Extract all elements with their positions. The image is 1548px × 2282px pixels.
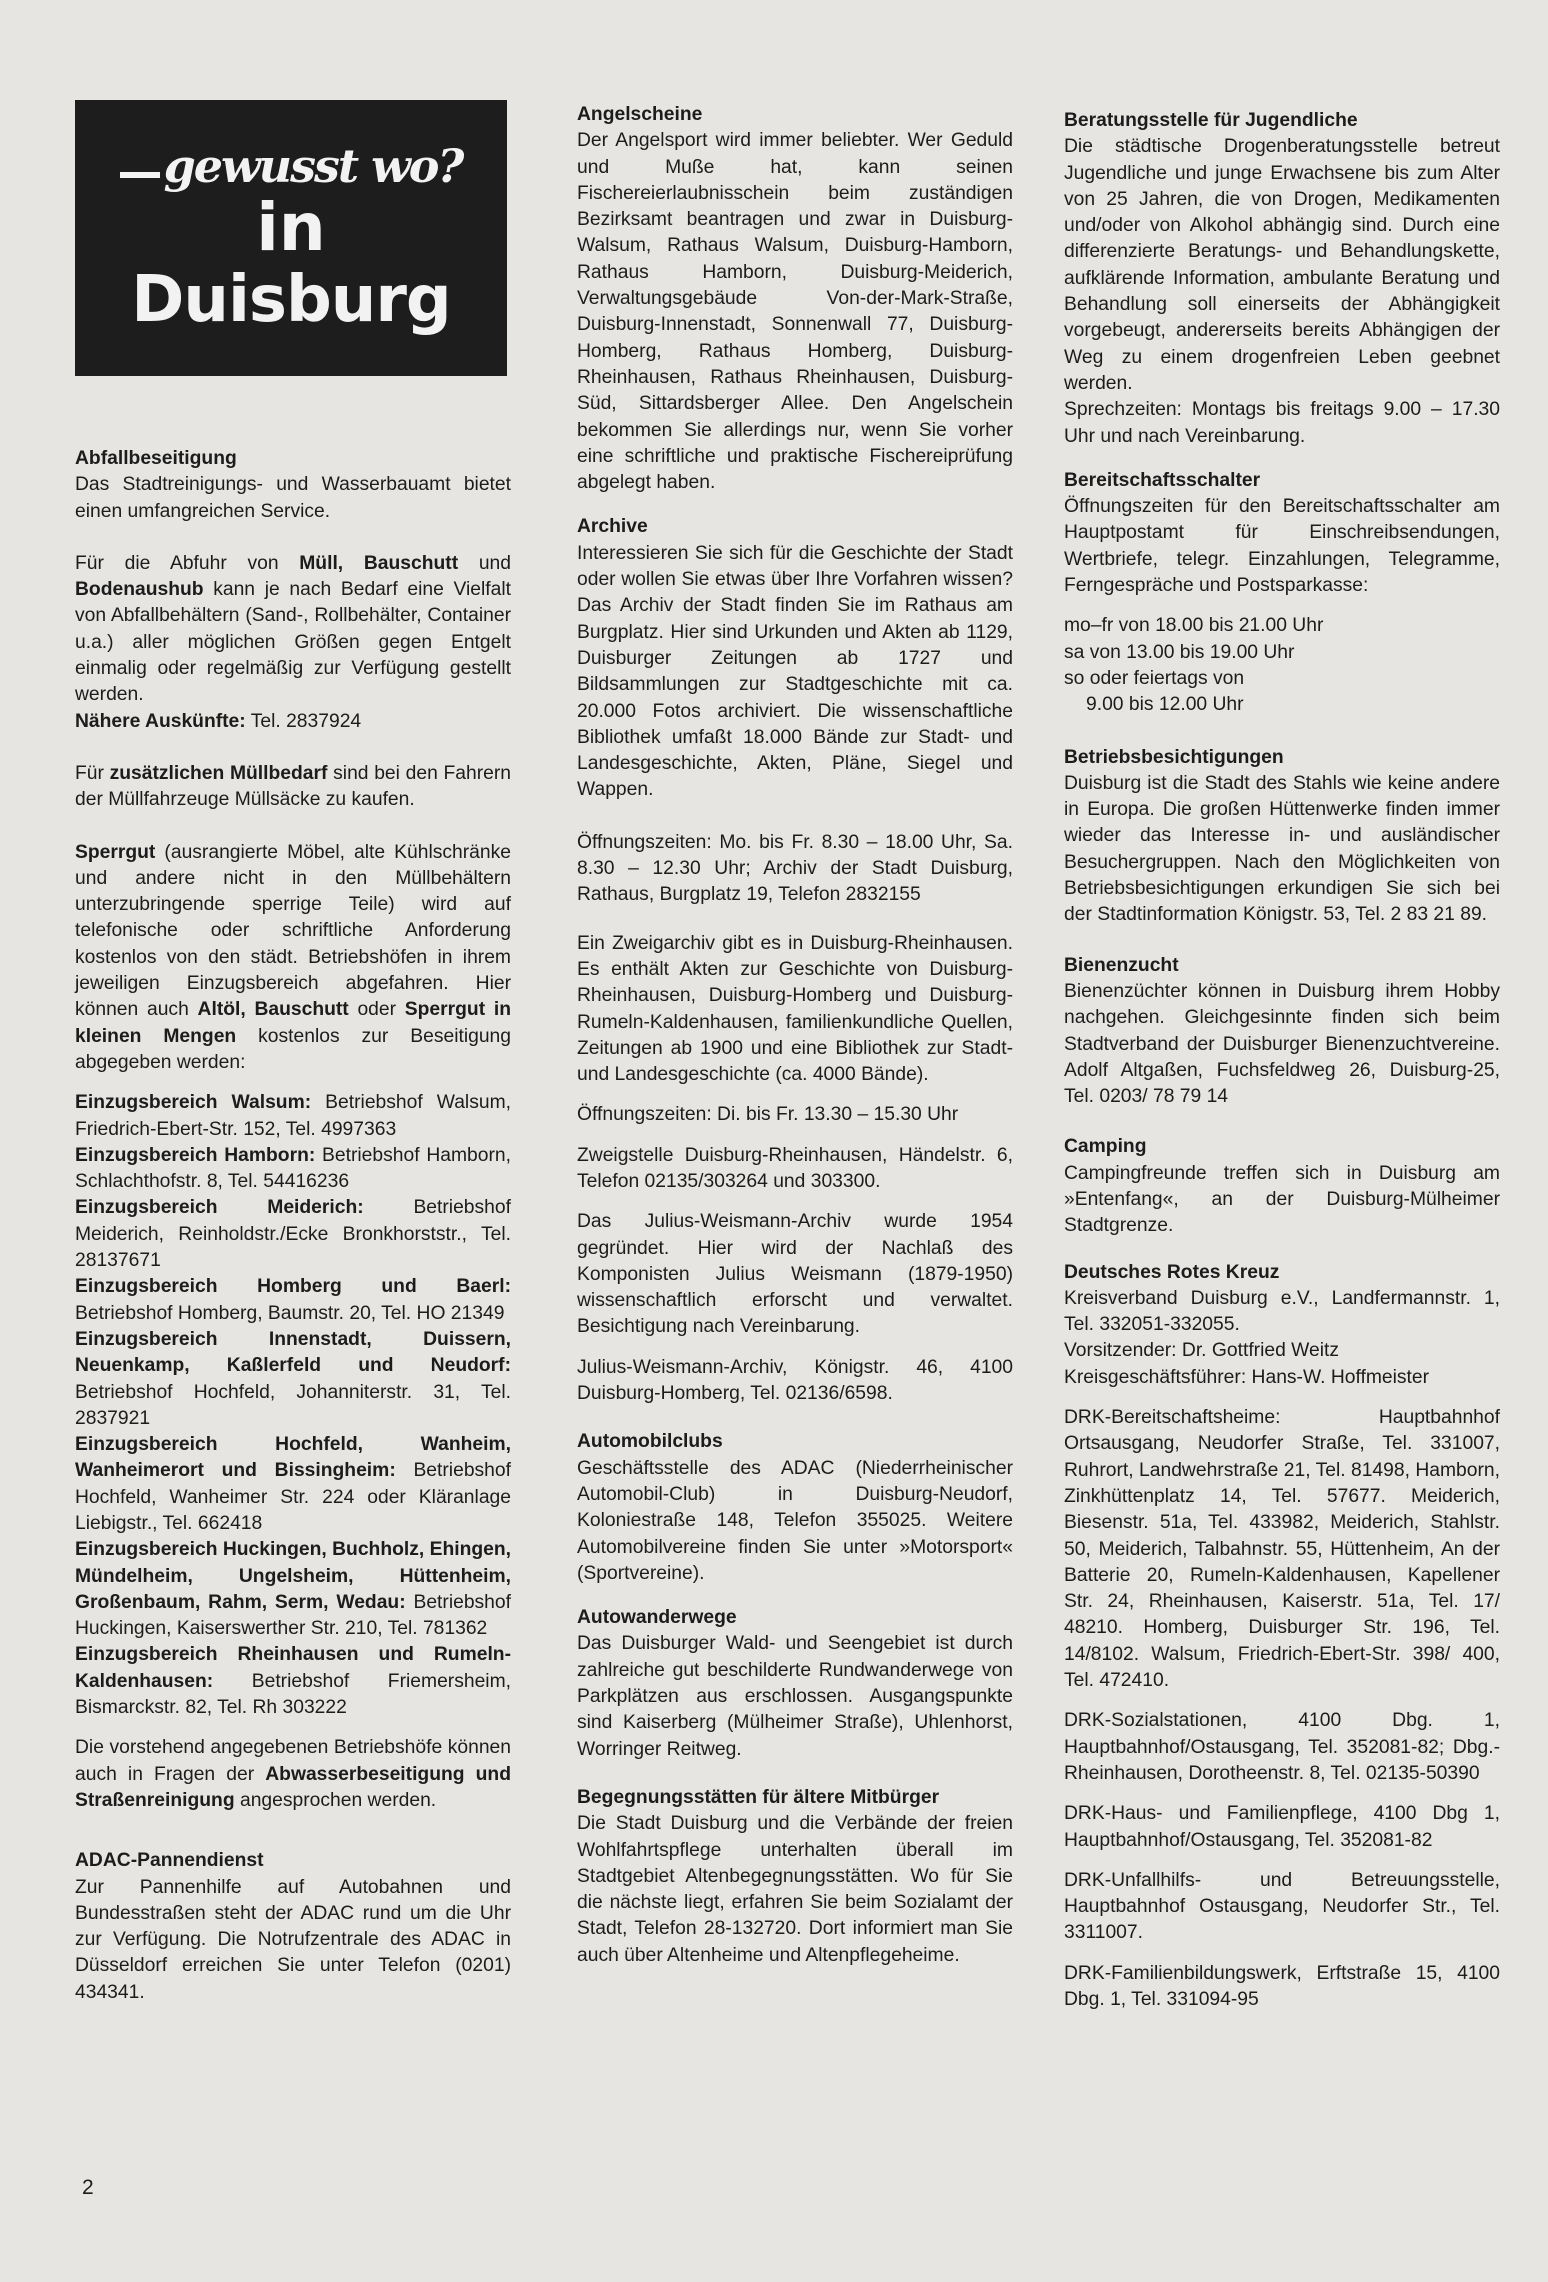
bold-text: zusätzlichen Müllbedarf [109,762,328,784]
abfall-intro: Das Stadtreinigungs- und Wasserbauamt bietet einen umfangreichen Service. [75,474,511,522]
hours-line: sa von 13.00 bis 19.00 Uhr [1064,641,1295,663]
section-beratungsstelle [1064,108,1500,450]
drk-line: Vorsitzender: Dr. Gottfried Weitz [1064,1340,1340,1362]
banner-line-1-text: gewusst wo? [163,139,463,193]
autowander-text: Das Duisburger Wald- und Seengebiet ist durch zahlreiche gut beschilderte Rundwanderwege von Parkplätzen aus erschlossen. Ausgangspunkte sind Kaiserberg (Mülheimer Straße), Uhlenhorst, Worringer Reitweg. [577,1633,1013,1760]
area-text: Betriebshof Hochfeld, Wanheimer Str. 224 oder Kläranlage Liebigstr., Tel. 662418 [75,1460,511,1534]
area-list [75,1090,511,1721]
area-label: Einzugsbereich Meiderich: [75,1197,364,1219]
area-entry [75,1327,511,1432]
banner-line-2: in [256,189,326,266]
area-entry [75,1537,511,1642]
drk-paragraph: DRK-Familienbildungswerk, Erftstraße 15, 4100 Dbg. 1, Tel. 331094-95 [1064,1962,1500,2010]
archive-paragraph: Zweigstelle Duisburg-Rheinhausen, Händelstr. 6, Telefon 02135/303264 und 303300. [577,1144,1013,1192]
area-label: Einzugsbereich Innenstadt, Duissern, Neuenkamp, Kaßlerfeld und Neudorf: [75,1328,511,1377]
camping-text: Campingfreunde treffen sich in Duisburg am »Entenfang«, an der Duisburg-Mülheimer Stadtgrenze. [1064,1162,1500,1237]
text: und [458,552,511,574]
info-label: Nähere Auskünfte: [75,710,246,732]
hours-line: so oder feiertags von [1064,667,1245,689]
area-entry [75,1642,511,1721]
section-adac-pannendienst [75,1848,511,2006]
section-bereitschaftsschalter [1064,468,1500,719]
abfall-paragraph-4 [75,840,511,1077]
area-label: Einzugsbereich Huckingen, Buchholz, Ehingen, Mündelheim, Ungelsheim, Hüttenheim, Großenbaum, Rahm, Serm, Wedau: [75,1539,512,1613]
text: oder [348,999,405,1021]
area-entry [75,1090,511,1143]
area-entry [75,1432,511,1537]
text: sind bei den Fahrern der Müllfahrzeuge Müllsäcke zu kaufen. [75,762,512,811]
area-entry [75,1143,511,1196]
bereitschaft-text: Öffnungszeiten für den Bereitschaftsschalter am Hauptpostamt für Einschreibsendungen, Wertbriefe, telegr. Einzahlungen, Telegramme, Ferngespräche und Postsparkasse: [1064,496,1500,597]
section-heading: Abfallbeseitigung [75,448,237,469]
section-betriebsbesichtigungen [1064,745,1500,929]
angel-text: Der Angelsport wird immer beliebter. Wer Geduld und Muße hat, kann seinen Fischereierlaubnisschein beim zuständigen Bezirksamt beantragen und zwar in Duisburg-Walsum, Rathaus Walsum, Duisburg-Hamborn, Rathaus Hamborn, Duisburg-Meiderich, Verwaltungsgebäude Von-der-Mark-Straße, Duisburg-Innenstadt, Sonnenwall 77, Duisburg-Homberg, Rathaus Homberg, Duisburg-Rheinhausen, Rathaus Rheinhausen, Duisburg-Süd, Sittardsberger Allee. Den Angelschein bekommen Sie allerdings nur, wenn Sie vorher eine schriftliche und praktische Fischereiprüfung abgelegt haben. [577,130,1013,494]
text: (ausrangierte Möbel, alte Kühlschränke und andere nicht in den Müllbehältern unterzubringende sperrige Teile) wird auf telefonische oder schriftliche Anforderung kostenlos von den städt. Betriebshöfen in ihrem jeweiligen Einzugsbereich abgefahren. Hier können auch [75,841,511,1021]
archive-paragraph: Julius-Weismann-Archiv, Königstr. 46, 4100 Duisburg-Homberg, Tel. 02136/6598. [577,1356,1013,1405]
section-heading: Bienenzucht [1064,954,1179,976]
area-label: Einzugsbereich Hamborn: [75,1144,316,1166]
bold-text: Müll, Bauschutt [299,552,459,574]
auto-text: Geschäftsstelle des ADAC (Niederrheinischer Automobil-Club) in Duisburg-Neudorf, Koloniestraße 148, Telefon 355025. Weitere Automobilvereine finden Sie unter »Motorsport« (Sportvereine). [577,1457,1013,1584]
bold-text: Abwasserbeseitigung und Straßenreinigung [75,1763,511,1811]
section-heading: Camping [1064,1136,1147,1158]
hours-line: mo–fr von 18.00 bis 21.00 Uhr [1064,615,1324,637]
area-text: Betriebshof Hamborn, Schlachthofstr. 8, Tel. 54416236 [75,1144,511,1193]
area-text: Betriebshof Homberg, Baumstr. 20, Tel. HO 21349 [75,1302,505,1324]
area-text: Betriebshof Huckingen, Kaiserswerther Str. 210, Tel. 781362 [75,1591,511,1640]
drk-line: Kreisgeschäftsführer: Hans-W. Hoffmeister [1064,1366,1430,1388]
area-label: Einzugsbereich Hochfeld, Wanheim, Wanheimerort und Bissingheim: [75,1434,511,1482]
column-1 [75,100,511,2024]
abfall-paragraph-2 [75,551,511,709]
section-drk [1064,1260,1500,2014]
archive-paragraph: Interessieren Sie sich für die Geschichte der Stadt oder wollen Sie etwas über Ihre Vorfahren wissen? Das Archiv der Stadt finden Sie im Rathaus am Burgplatz. Hier sind Urkunden und Akten ab 1129, Duisburger Zeitungen ab 1727 und Bildsammlungen zur Stadtgeschichte mit ca. 20.000 Fotos archiviert. Die wissenschaftliche Bibliothek umfaßt 18.000 Bände zur Stadt- und Landesgeschichte, Akten, Pläne, Siegel und Wappen. [577,542,1013,801]
section-abfallbeseitigung [75,446,511,1814]
area-label: Einzugsbereich Rheinhausen und Rumeln-Kaldenhausen: [75,1644,511,1692]
area-text: Betriebshof Walsum, Friedrich-Ebert-Str. 152, Tel. 4997363 [75,1092,511,1140]
archive-paragraph: Das Julius-Weismann-Archiv wurde 1954 gegründet. Hier wird der Nachlaß des Komponisten Julius Weismann (1879-1950) wissenschaftlich erforscht und verwaltet. Besichtigung nach Vereinbarung. [577,1211,1013,1338]
text: Für die Abfuhr von [75,552,300,574]
drk-paragraph: DRK-Sozialstationen, 4100 Dbg. 1, Hauptbahnhof/Ostausgang, Tel. 352081-82; Dbg.-Rheinhausen, Dorotheenstr. 8, Tel. 02135-50390 [1064,1710,1500,1784]
drk-paragraph: DRK-Haus- und Familienpflege, 4100 Dbg 1, Hauptbahnhof/Ostausgang, Tel. 352081-82 [1064,1803,1500,1851]
abfall-paragraph-3 [75,761,511,814]
column-3 [1064,108,1500,2031]
area-entry [75,1274,511,1327]
drk-paragraph: DRK-Bereitschaftsheime: Hauptbahnhof Ortsausgang, Neudorfer Straße, Tel. 331007, Ruhrort, Landwehrstraße 21, Tel. 81498, Hamborn, Zinkhüttenplatz 14, Tel. 57677. Meiderich, Biesenstr. 51a, Tel. 433982, Meiderich, Stahlstr. 50, Meiderich, Talbahnstr. 55, Hüttenheim, An der Batterie 20, Rumeln-Kaldenhausen, Kapellener Str. 24, Rheinhausen, Kaiserstr. 51a, Tel. 17/ 48210. Homberg, Duisburger Str. 196, Tel. 14/8102. Walsum, Friedrich-Ebert-Str. 398/ 400, Tel. 472410. [1064,1407,1500,1692]
section-heading: Betriebsbesichtigungen [1064,746,1284,768]
text: Für [75,762,110,784]
archive-paragraph: Öffnungszeiten: Mo. bis Fr. 8.30 – 18.00 Uhr, Sa. 8.30 – 12.30 Uhr; Archiv der Stadt Duisburg, Rathaus, Burgplatz 19, Telefon 2832155 [577,831,1013,906]
beratung-hours: Sprechzeiten: Montags bis freitags 9.00 – 17.30 Uhr und nach Vereinbarung. [1064,399,1500,447]
section-heading: Automobilclubs [577,1431,723,1453]
section-begegnungsstaetten [577,1785,1013,1969]
bold-text: Bodenaushub [75,579,204,601]
area-text: Betriebshof Meiderich, Reinholdstr./Ecke Bronkhorststr., Tel. 28137671 [75,1197,511,1272]
text: Die vorstehend angegebenen Betriebshöfe können auch in Fragen der [75,1737,511,1785]
section-automobilclubs [577,1429,1013,1587]
banner-underline [120,172,160,178]
adac-text: Zur Pannenhilfe auf Autobahnen und Bundesstraßen steht der ADAC rund um die Uhr zur Verfügung. Die Notrufzentrale des ADAC in Düsseldorf erreichen Sie unter Telefon (0201) 434341. [75,1876,511,2003]
section-heading: Beratungsstelle für Jugendliche [1064,110,1358,131]
section-heading: ADAC-Pannendienst [75,1850,264,1872]
bold-text: Sperrgut [75,841,156,863]
page-number: 2 [82,2176,94,2199]
section-archive [577,514,1013,1407]
section-heading: Deutsches Rotes Kreuz [1064,1261,1280,1283]
info-value: Tel. 2837924 [245,710,362,732]
area-text: Betriebshof Friemersheim, Bismarckstr. 82, Tel. Rh 303222 [75,1670,511,1719]
section-heading: Autowanderwege [577,1607,737,1629]
column-2 [577,102,1013,1987]
banner-line-3: Duisburg [131,263,451,337]
text: kann je nach Bedarf eine Vielfalt von Abfallbehältern (Sand-, Rollbehälter, Container u.a.) aller möglichen Größen gegen Entgelt einmalig oder regelmäßig zur Verfügung gestellt werden. [75,579,511,706]
text: angesprochen werden. [234,1789,437,1811]
area-text: Betriebshof Hochfeld, Johanniterstr. 31, Tel. 2837921 [75,1381,511,1429]
abfall-info [75,709,511,735]
section-camping [1064,1134,1500,1239]
begegnung-text: Die Stadt Duisburg und die Verbände der freien Wohlfahrtspflege unterhalten überall im Stadtgebiet Altenbegegnungsstätten. Wo für Sie die nächste liegt, erfahren Sie beim Sozialamt der Stadt, Telefon 28-132720. Dort informiert man Sie auch über Altenheime und Altenpflegeheime. [577,1813,1013,1966]
archive-paragraph: Öffnungszeiten: Di. bis Fr. 13.30 – 15.30 Uhr [577,1104,959,1126]
section-heading: Begegnungsstätten für ältere Mitbürger [577,1786,940,1808]
drk-paragraph: DRK-Unfallhilfs- und Betreuungsstelle, Hauptbahnhof Ostausgang, Neudorfer Str., Tel. 3311007. [1064,1869,1500,1944]
opening-hours [1064,613,1500,718]
area-entry [75,1195,511,1274]
text: kostenlos zur Beseitigung abgegeben werden: [75,1025,512,1073]
section-heading: Angelscheine [577,104,703,125]
archive-paragraph: Ein Zweigarchiv gibt es in Duisburg-Rheinhausen. Es enthält Akten zur Geschichte von Duisburg-Rheinhausen, Duisburg-Homberg und Duisburg-Rumeln-Kaldenhausen, familienkundliche Quellen, Zeitungen ab 1900 und eine Bibliothek zur Stadt- und Landesgeschichte (ca. 4000 Bände). [577,932,1013,1086]
area-label: Einzugsbereich Walsum: [75,1092,312,1114]
section-autowanderwege [577,1605,1013,1763]
beratung-text: Die städtische Drogenberatungsstelle betreut Jugendliche und junge Erwachsene bis zum Alter von 25 Jahren, die von Drogen, Medikamenten und/oder von Alkohol abhängig sind. Durch eine differenzierte Beratungs- und Behandlungskette, aufklärende Information, ambulante Beratung und Behandlung soll einerseits der Abhängigkeit vorgebeugt, andererseits bereits Abhängigen der Weg zu einem drogenfreien Leben geebnet werden. [1064,136,1500,394]
abfall-paragraph-5 [75,1735,511,1814]
section-angelscheine [577,102,1013,496]
betrieb-text: Duisburg ist die Stadt des Stahls wie keine andere in Europa. Die großen Hüttenwerke finden immer wieder das Interesse in- und ausländischer Besuchergruppen. Nach den Möglichkeiten von Betriebsbesichtigungen erkundigen Sie sich bei der Stadtinformation Königstr. 53, Tel. 2 83 21 89. [1064,772,1500,926]
banner-line-1 [120,140,463,192]
bold-text: Altöl, Bauschutt [197,999,349,1021]
drk-line: Kreisverband Duisburg e.V., Landfermannstr. 1, Tel. 332051-332055. [1064,1287,1500,1336]
biene-text: Bienenzüchter können in Duisburg ihrem Hobby nachgehen. Gleichgesinnte finden sich beim Stadtverband der Duisburger Bienenzuchtvereine. Adolf Altgaßen, Fuchsfeldweg 26, Duisburg-25, Tel. 0203/ 78 79 14 [1064,980,1500,1108]
section-heading: Archive [577,516,648,538]
section-bienenzucht [1064,953,1500,1111]
area-label: Einzugsbereich Homberg und Baerl: [75,1276,511,1298]
title-banner [75,100,507,376]
hours-line: 9.00 bis 12.00 Uhr [1086,694,1244,716]
bold-text: Sperrgut in kleinen Mengen [75,999,511,1047]
section-heading: Bereitschaftsschalter [1064,469,1261,491]
